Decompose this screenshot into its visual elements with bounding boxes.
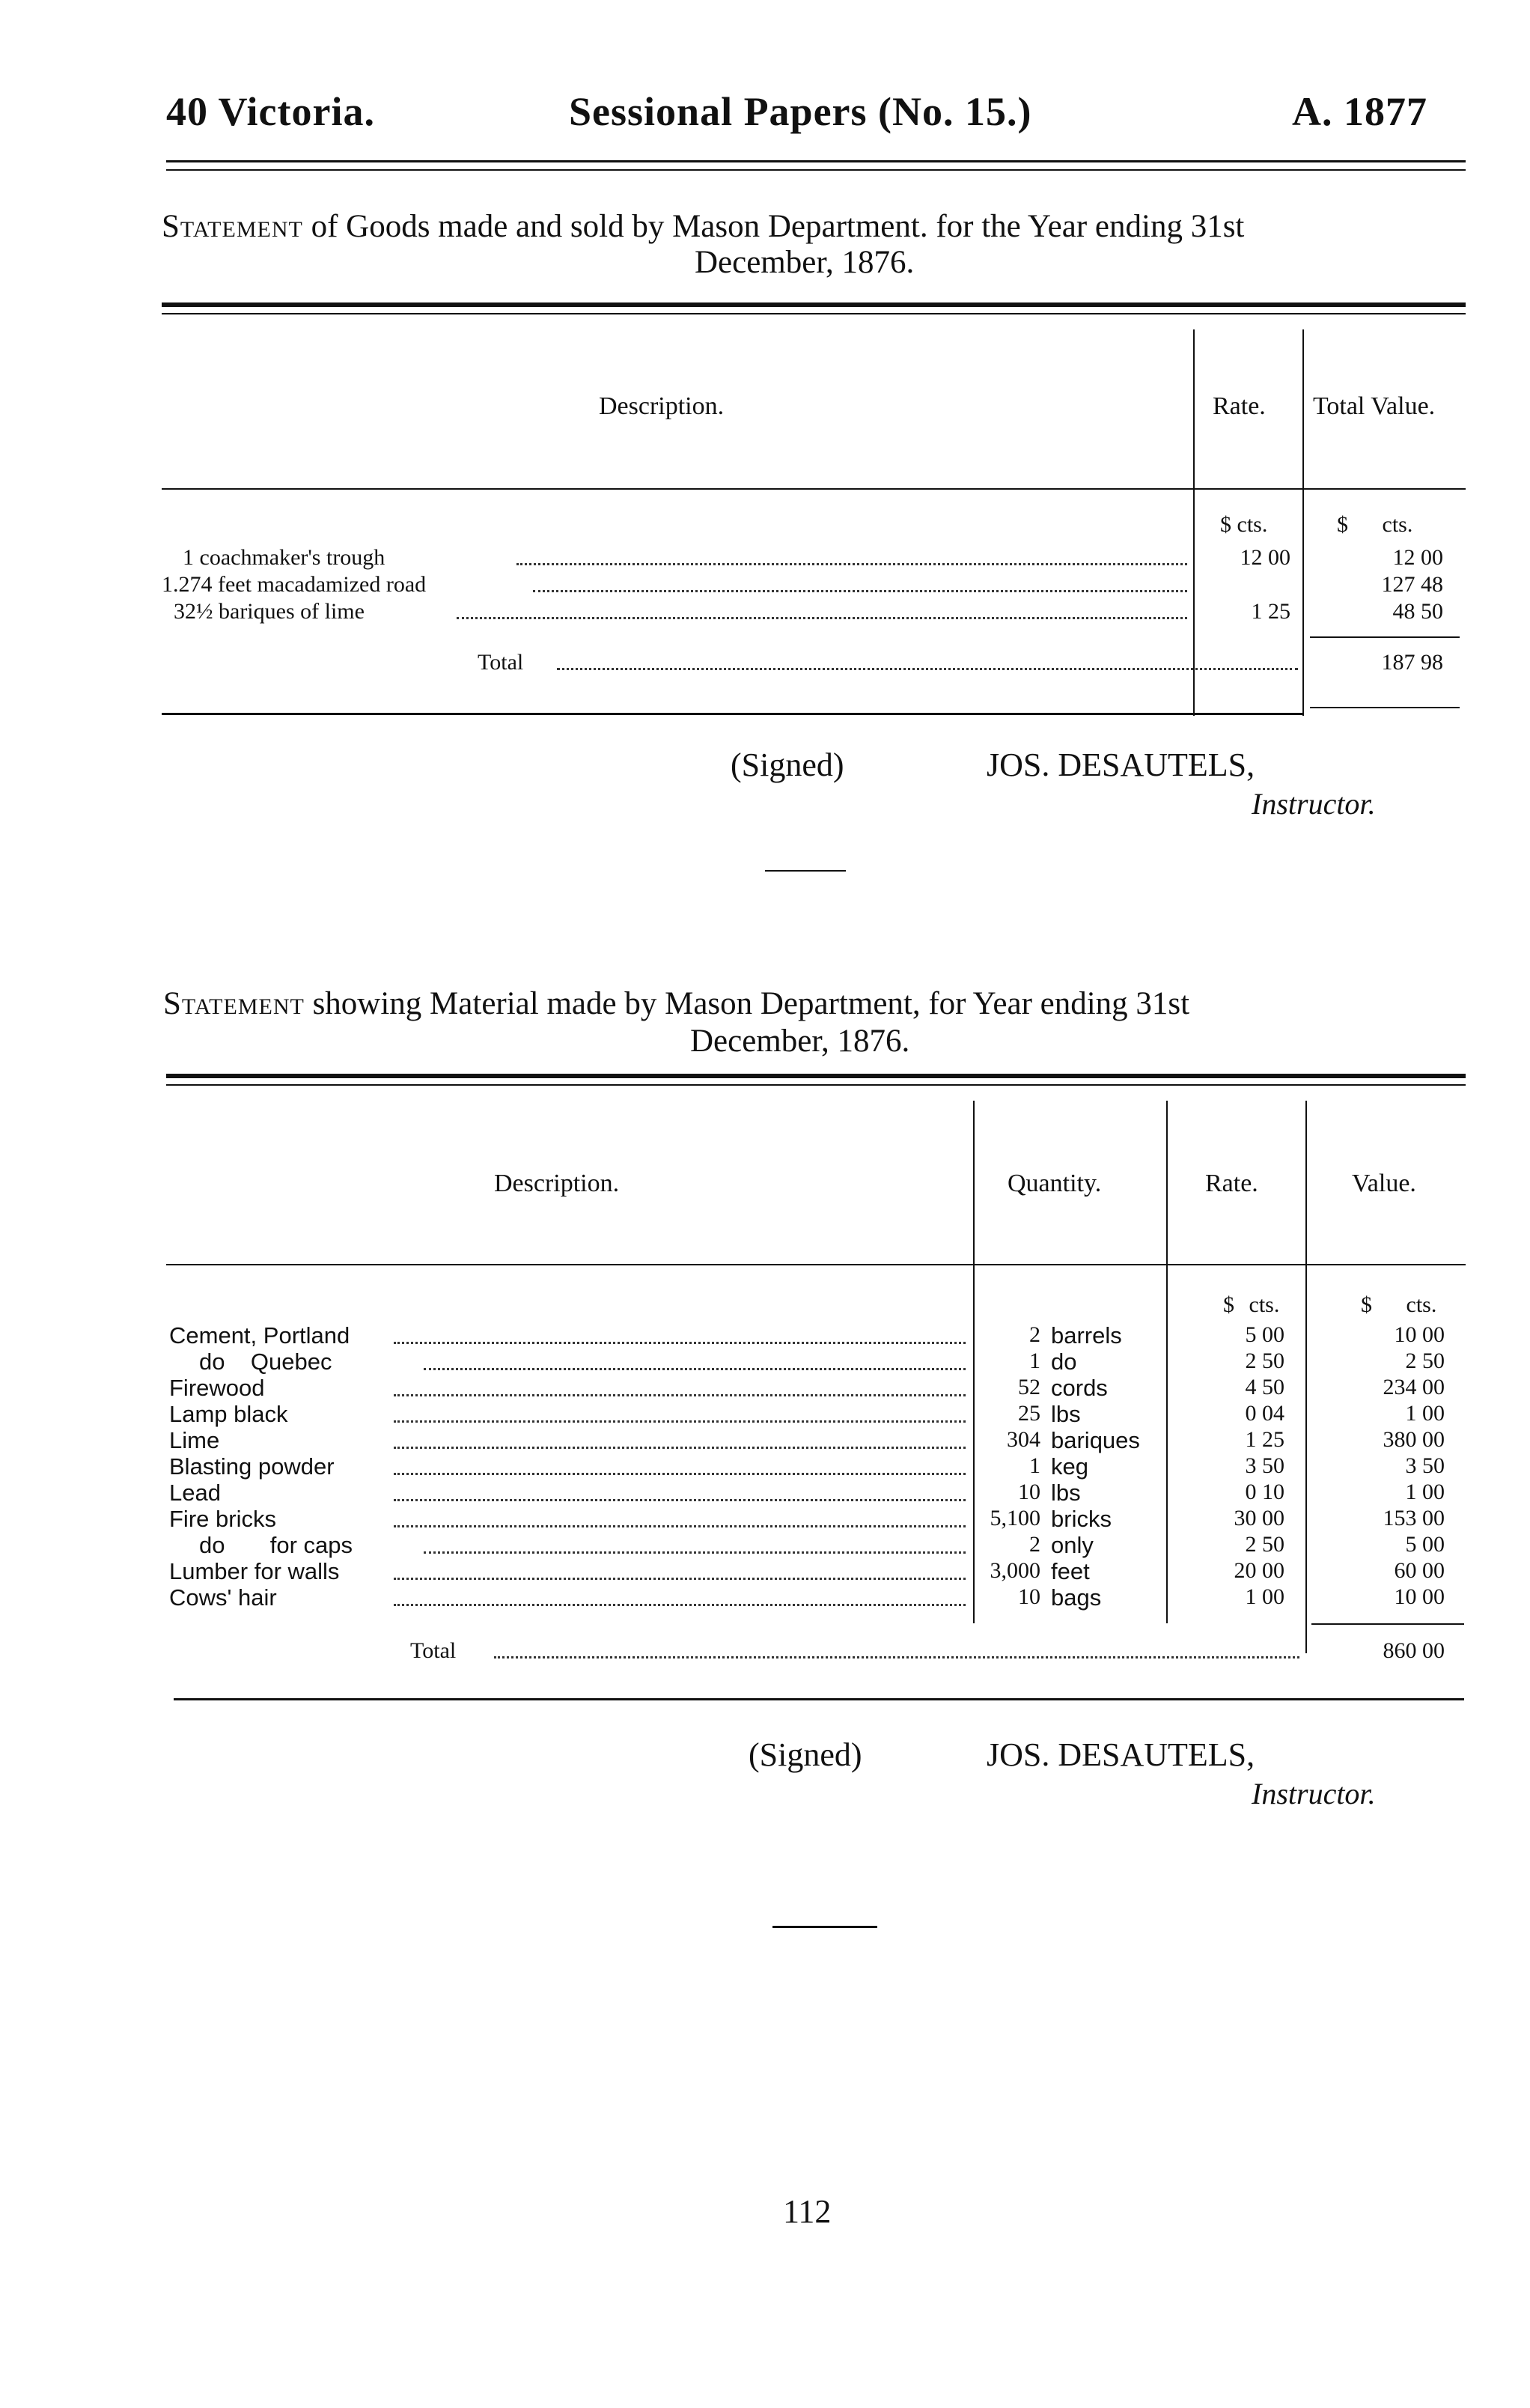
statement2-top-rule <box>166 1074 1466 1078</box>
statement1-title-text: of Goods made and sold by Mason Department. for the Year ending 31st <box>311 209 1245 244</box>
row-quantity: 1 <box>1029 1349 1040 1373</box>
statement1-title-prefix: Statement <box>162 209 303 244</box>
row-rate: 20 00 <box>1234 1558 1284 1583</box>
row-description: 1 coachmaker's trough <box>183 545 385 570</box>
cents-label: cts. <box>1406 1292 1437 1317</box>
dot-leader <box>424 1368 966 1370</box>
dollar-sign: $ <box>1361 1292 1372 1317</box>
row-description: do Quebec <box>199 1349 332 1375</box>
statement2-unit-rate <box>1223 1292 1279 1318</box>
row-quantity: 2 <box>1029 1532 1040 1557</box>
row-value: 153 00 <box>1383 1506 1445 1530</box>
row-value: 60 00 <box>1394 1558 1445 1583</box>
row-quantity: 3,000 <box>990 1558 1040 1583</box>
row-quantity: 10 <box>1018 1584 1040 1609</box>
dot-leader <box>494 1656 1299 1658</box>
page-number: 112 <box>783 2193 832 2230</box>
dot-leader <box>394 1342 966 1344</box>
statement2-unit-value <box>1361 1292 1436 1318</box>
row-rate: 1 25 <box>1245 1427 1284 1452</box>
statement2-col-value: Value. <box>1352 1170 1416 1197</box>
row-description: Cows' hair <box>169 1584 277 1611</box>
row-unit: do <box>1051 1349 1077 1375</box>
header-rule <box>166 160 1466 162</box>
row-value: 12 00 <box>1392 545 1443 570</box>
row-quantity: 10 <box>1018 1480 1040 1504</box>
row-rate: 0 04 <box>1245 1401 1284 1426</box>
dot-leader <box>533 590 1187 592</box>
dot-leader <box>394 1525 966 1527</box>
dot-leader <box>394 1447 966 1449</box>
dot-leader <box>394 1420 966 1423</box>
dot-leader <box>557 668 1298 670</box>
statement2-title <box>163 985 1189 1022</box>
row-rate: 1 25 <box>1251 599 1290 624</box>
statement2-header-rule <box>166 1264 1466 1265</box>
row-description: Blasting powder <box>169 1453 335 1480</box>
row-value: 1 00 <box>1405 1401 1445 1426</box>
row-rate: 30 00 <box>1234 1506 1284 1530</box>
dot-leader <box>424 1551 966 1554</box>
row-description: Lumber for walls <box>169 1558 340 1584</box>
statement1-header-rule <box>162 488 1466 490</box>
row-rate: 2 50 <box>1245 1349 1284 1373</box>
running-header-title: Sessional Papers (No. 15.) <box>569 89 1032 134</box>
cents-label: cts. <box>1237 512 1268 537</box>
row-rate: 1 00 <box>1245 1584 1284 1609</box>
row-quantity: 52 <box>1018 1375 1040 1399</box>
row-value: 1 00 <box>1405 1480 1445 1504</box>
dot-leader <box>394 1394 966 1396</box>
statement2-total-value: 860 00 <box>1383 1638 1445 1663</box>
dot-leader <box>394 1578 966 1580</box>
running-header-left: 40 Victoria. <box>166 89 375 134</box>
row-value: 48 50 <box>1392 599 1443 624</box>
dot-leader <box>457 617 1187 619</box>
statement2-col-rate: Rate. <box>1205 1170 1258 1197</box>
statement1-bottom-rule <box>162 713 1304 715</box>
row-quantity: 2 <box>1029 1322 1040 1347</box>
row-description: Lamp black <box>169 1401 288 1427</box>
statement2-col-divider-quantity <box>973 1101 975 1623</box>
row-description: Lime <box>169 1427 220 1453</box>
section-divider <box>765 870 846 872</box>
row-quantity: 5,100 <box>990 1506 1040 1530</box>
row-unit: lbs <box>1051 1480 1081 1506</box>
statement1-signed-label: (Signed) <box>731 747 844 783</box>
header-rule-lower <box>166 169 1466 171</box>
dollar-sign: $ <box>1223 1292 1234 1317</box>
row-unit: bags <box>1051 1584 1102 1611</box>
statement2-signatory: JOS. DESAUTELS, <box>987 1736 1255 1773</box>
statement1-title-date: December, 1876. <box>695 245 915 280</box>
statement2-title-date: December, 1876. <box>690 1024 910 1059</box>
row-value: 10 00 <box>1394 1584 1445 1609</box>
statement1-col-divider-rate <box>1193 329 1195 716</box>
dollar-sign: $ <box>1220 512 1231 537</box>
statement2-total-label: Total <box>410 1638 457 1663</box>
row-description: 1.274 feet macadamized road <box>162 572 427 597</box>
statement1-bottom-rule-right <box>1310 707 1460 708</box>
dollar-sign: $ <box>1337 512 1348 537</box>
statement1-sum-rule <box>1310 636 1460 638</box>
dot-leader <box>516 563 1187 565</box>
row-description: Lead <box>169 1480 221 1506</box>
statement2-signed-label: (Signed) <box>749 1736 862 1773</box>
statement2-sum-rule <box>1311 1623 1464 1625</box>
row-rate: 12 00 <box>1240 545 1290 570</box>
dot-leader <box>394 1604 966 1606</box>
statement1-signatory-title: Instructor. <box>1252 787 1376 821</box>
row-quantity: 25 <box>1018 1401 1040 1426</box>
statement1-col-divider-value <box>1302 329 1304 716</box>
row-value: 5 00 <box>1405 1532 1445 1557</box>
row-unit: cords <box>1051 1375 1108 1401</box>
statement1-col-description: Description. <box>599 392 725 420</box>
table-row <box>183 545 1186 571</box>
row-description: do for caps <box>199 1532 353 1558</box>
statement1-title <box>162 208 1244 245</box>
table-row <box>174 599 365 624</box>
cents-label: cts. <box>1249 1292 1280 1317</box>
row-value: 234 00 <box>1383 1375 1445 1399</box>
statement1-top-rule <box>162 302 1466 307</box>
statement2-signatory-title: Instructor. <box>1252 1777 1376 1810</box>
row-rate: 3 50 <box>1245 1453 1284 1478</box>
row-rate: 0 10 <box>1245 1480 1284 1504</box>
row-description: Cement, Portland <box>169 1322 350 1349</box>
statement2-col-divider-rate <box>1166 1101 1168 1623</box>
row-quantity: 1 <box>1029 1453 1040 1478</box>
row-value: 3 50 <box>1405 1453 1445 1478</box>
row-rate: 5 00 <box>1245 1322 1284 1347</box>
row-value: 127 48 <box>1381 572 1443 597</box>
statement1-col-total-value: Total Value. <box>1313 392 1436 420</box>
statement1-total-value: 187 98 <box>1381 650 1443 675</box>
statement2-title-prefix: Statement <box>163 986 305 1021</box>
statement1-total-label: Total <box>478 650 524 675</box>
row-description: 32½ bariques of lime <box>174 599 365 624</box>
statement1-signatory: JOS. DESAUTELS, <box>987 747 1255 783</box>
row-unit: lbs <box>1051 1401 1081 1427</box>
running-header-right: A. 1877 <box>1292 89 1427 134</box>
row-unit: bricks <box>1051 1506 1112 1532</box>
row-unit: bariques <box>1051 1427 1140 1453</box>
statement2-title-text: showing Material made by Mason Department, for Year ending 31st <box>312 986 1190 1021</box>
section-divider <box>772 1926 877 1928</box>
row-value: 10 00 <box>1394 1322 1445 1347</box>
dot-leader <box>394 1473 966 1475</box>
statement1-col-rate: Rate. <box>1213 392 1266 420</box>
statement2-col-description: Description. <box>494 1170 620 1197</box>
row-unit: keg <box>1051 1453 1088 1480</box>
row-unit: only <box>1051 1532 1094 1558</box>
row-value: 380 00 <box>1383 1427 1445 1452</box>
row-unit: barrels <box>1051 1322 1122 1349</box>
statement2-bottom-rule <box>174 1698 1464 1700</box>
statement2-col-divider-value <box>1305 1101 1307 1653</box>
statement2-top-rule-lower <box>166 1084 1466 1086</box>
statement1-unit-rate <box>1220 512 1267 538</box>
cents-label: cts. <box>1382 512 1413 537</box>
row-value: 2 50 <box>1405 1349 1445 1373</box>
table-row <box>162 572 426 598</box>
statement1-unit-value <box>1337 512 1412 538</box>
statement2-col-quantity: Quantity. <box>1008 1170 1102 1197</box>
row-unit: feet <box>1051 1558 1090 1584</box>
row-rate: 2 50 <box>1245 1532 1284 1557</box>
row-rate: 4 50 <box>1245 1375 1284 1399</box>
row-description: Fire bricks <box>169 1506 276 1532</box>
statement1-top-rule-lower <box>162 313 1466 314</box>
row-description: Firewood <box>169 1375 265 1401</box>
row-quantity: 304 <box>1007 1427 1040 1452</box>
dot-leader <box>394 1499 966 1501</box>
